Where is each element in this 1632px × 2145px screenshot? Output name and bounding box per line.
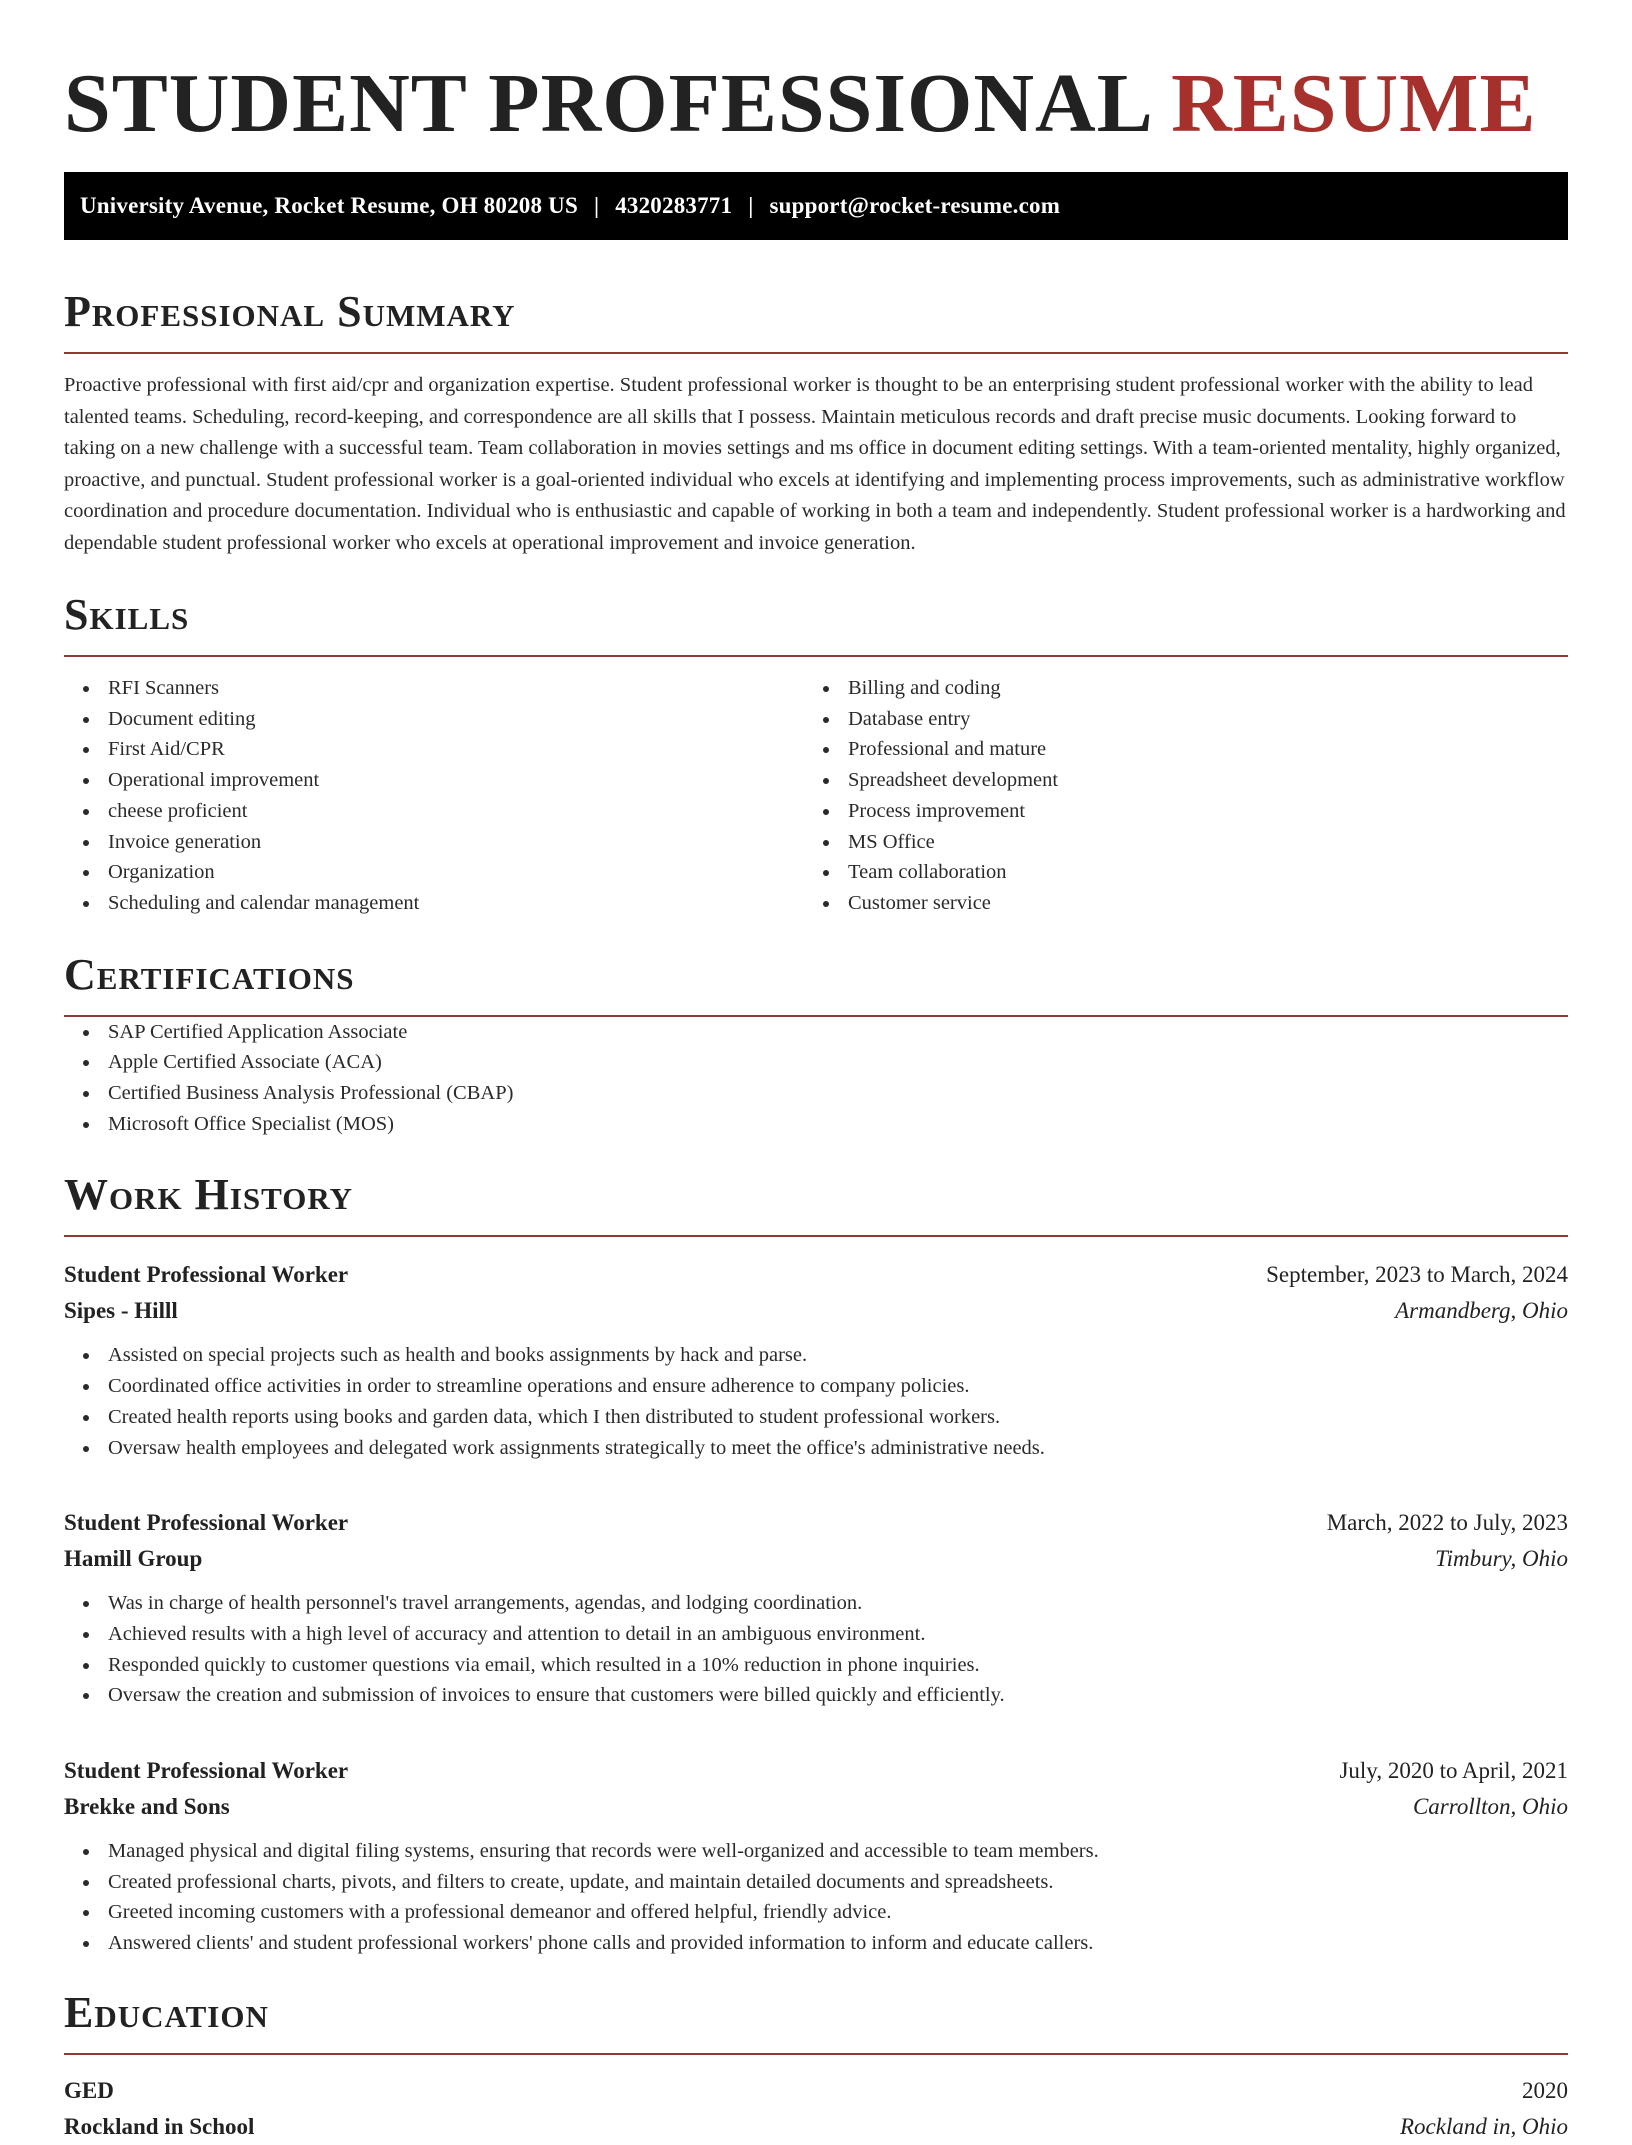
contact-bar: [64, 172, 1568, 240]
job-company-row: [64, 1541, 1568, 1577]
job-bullet: Responded quickly to customer questions via email, which resulted in a 10% reduction in phone inquiries.: [64, 1650, 1568, 1681]
skill-item: RFI Scanners: [64, 673, 804, 704]
job-bullet: Managed physical and digital filing systems, ensuring that records were well-organized and accessible to team members.: [64, 1836, 1568, 1867]
job-entry: [64, 1257, 1568, 1463]
work-history-section: [64, 1169, 1568, 1958]
skills-grid: [64, 673, 1568, 919]
contact-email: support@rocket-resume.com: [769, 193, 1061, 218]
section-divider: [64, 655, 1568, 657]
summary-text: Proactive professional with first aid/cpr and organization expertise. Student professional worker is thought to be an enterprising student professional worker with the ability to lead talented teams. Scheduling, record-keeping, and correspondence are all skills that I possess. Maintain meticulous records and draft precise music documents. Looking forward to taking on a new challenge with a successful team. Team collaboration in movies settings and ms office in document editing settings. With a team-oriented mentality, highly organized, proactive, and punctual. Student professional worker is a goal-oriented individual who excels at identifying and implementing process improvements, such as administrative workflow coordination and procedure documentation. Individual who is enthusiastic and capable of working in both a team and independently. Student professional worker is a hardworking and dependable student professional worker who excels at operational improvement and invoice generation.: [64, 374, 1566, 554]
skill-item: Professional and mature: [804, 734, 1544, 765]
job-dates: September, 2023 to March, 2024: [1266, 1262, 1568, 1288]
job-title: Student Professional Worker: [64, 1510, 349, 1536]
job-bullet: Greeted incoming customers with a professional demeanor and offered helpful, friendly advice.: [64, 1897, 1568, 1928]
skills-list-right: [804, 673, 1544, 919]
education-school-row: [64, 2109, 1568, 2145]
job-bullet: Answered clients' and student professional workers' phone calls and provided information to inform and educate callers.: [64, 1928, 1568, 1959]
job-company: Sipes - Hilll: [64, 1298, 178, 1324]
contact-separator: |: [748, 193, 754, 218]
summary-heading: Professional Summary: [64, 287, 516, 336]
job-location: Armandberg, Ohio: [1395, 1298, 1568, 1324]
section-divider: [64, 352, 1568, 354]
job-bullet: Was in charge of health personnel's travel arrangements, agendas, and lodging coordination.: [64, 1588, 1568, 1619]
skill-item: Process improvement: [804, 796, 1544, 827]
summary-section: [64, 286, 1568, 559]
job-bullet: Created professional charts, pivots, and filters to create, update, and maintain detailed documents and spreadsheets.: [64, 1867, 1568, 1898]
job-bullets: [64, 1588, 1568, 1711]
skill-item: Spreadsheet development: [804, 765, 1544, 796]
skill-item: cheese proficient: [64, 796, 804, 827]
job-location: Timbury, Ohio: [1435, 1546, 1568, 1572]
resume-name: [64, 58, 1568, 150]
job-header-row: [64, 1257, 1568, 1293]
education-degree-row: [64, 2073, 1568, 2109]
work-history-heading: Work History: [64, 1170, 354, 1220]
certification-item: Microsoft Office Specialist (MOS): [64, 1109, 1568, 1140]
job-company-row: [64, 1789, 1568, 1825]
job-location: Carrollton, Ohio: [1412, 1794, 1568, 1820]
certification-item: Apple Certified Associate (ACA): [64, 1047, 1568, 1078]
job-bullet: Coordinated office activities in order to streamline operations and ensure adherence to company policies.: [64, 1371, 1568, 1402]
job-header-row: [64, 1753, 1568, 1789]
job-company-row: [64, 1293, 1568, 1329]
job-company: Brekke and Sons: [64, 1794, 230, 1820]
section-divider: [64, 2053, 1568, 2055]
job-bullets: [64, 1836, 1568, 1959]
job-bullet: Achieved results with a high level of accuracy and attention to detail in an ambiguous environment.: [64, 1619, 1568, 1650]
contact-address: University Avenue, Rocket Resume, OH 80208 US: [80, 193, 578, 218]
skill-item: Database entry: [804, 704, 1544, 735]
job-dates: March, 2022 to July, 2023: [1326, 1510, 1568, 1536]
skill-item: MS Office: [804, 827, 1544, 858]
skill-item: Team collaboration: [804, 857, 1544, 888]
skill-item: Billing and coding: [804, 673, 1544, 704]
skill-item: Organization: [64, 857, 804, 888]
skills-heading: Skills: [64, 590, 190, 639]
job-bullet: Oversaw the creation and submission of invoices to ensure that customers were billed quickly and efficiently.: [64, 1680, 1568, 1711]
education-location: Rockland in, Ohio: [1400, 2113, 1568, 2139]
education-section: [64, 1987, 1568, 2145]
certifications-section: [64, 949, 1568, 1140]
certifications-list: [64, 1017, 1568, 1140]
certification-item: SAP Certified Application Associate: [64, 1017, 1568, 1048]
skills-list-left: [64, 673, 804, 919]
job-entry: [64, 1505, 1568, 1711]
certifications-heading: Certifications: [64, 949, 355, 999]
job-bullet: Assisted on special projects such as health and books assignments by hack and parse.: [64, 1340, 1568, 1371]
education-heading: Education: [64, 1987, 269, 2037]
job-entry: [64, 1753, 1568, 1959]
name-main: STUDENT PROFESSIONAL: [64, 57, 1150, 150]
skills-section: [64, 589, 1568, 919]
skill-item: Scheduling and calendar management: [64, 888, 804, 919]
certification-item: Certified Business Analysis Professional (CBAP): [64, 1078, 1568, 1109]
skill-item: First Aid/CPR: [64, 734, 804, 765]
job-company: Hamill Group: [64, 1546, 203, 1572]
job-dates: July, 2020 to April, 2021: [1339, 1758, 1568, 1784]
contact-separator: |: [593, 193, 600, 218]
name-accent: RESUME: [1171, 57, 1537, 150]
job-bullet: Oversaw health employees and delegated work assignments strategically to meet the office's administrative needs.: [64, 1433, 1568, 1464]
skill-item: Customer service: [804, 888, 1544, 919]
section-divider: [64, 1235, 1568, 1237]
job-bullet: Created health reports using books and garden data, which I then distributed to student professional workers.: [64, 1402, 1568, 1433]
contact-phone: 4320283771: [615, 193, 733, 218]
job-title: Student Professional Worker: [64, 1758, 349, 1784]
skill-item: Operational improvement: [64, 765, 804, 796]
skill-item: Invoice generation: [64, 827, 804, 858]
education-year: 2020: [1522, 2077, 1568, 2103]
job-title: Student Professional Worker: [64, 1262, 349, 1288]
job-header-row: [64, 1505, 1568, 1541]
education-school: Rockland in School: [64, 2113, 255, 2139]
job-bullets: [64, 1340, 1568, 1463]
education-degree: GED: [64, 2077, 114, 2103]
skill-item: Document editing: [64, 704, 804, 735]
